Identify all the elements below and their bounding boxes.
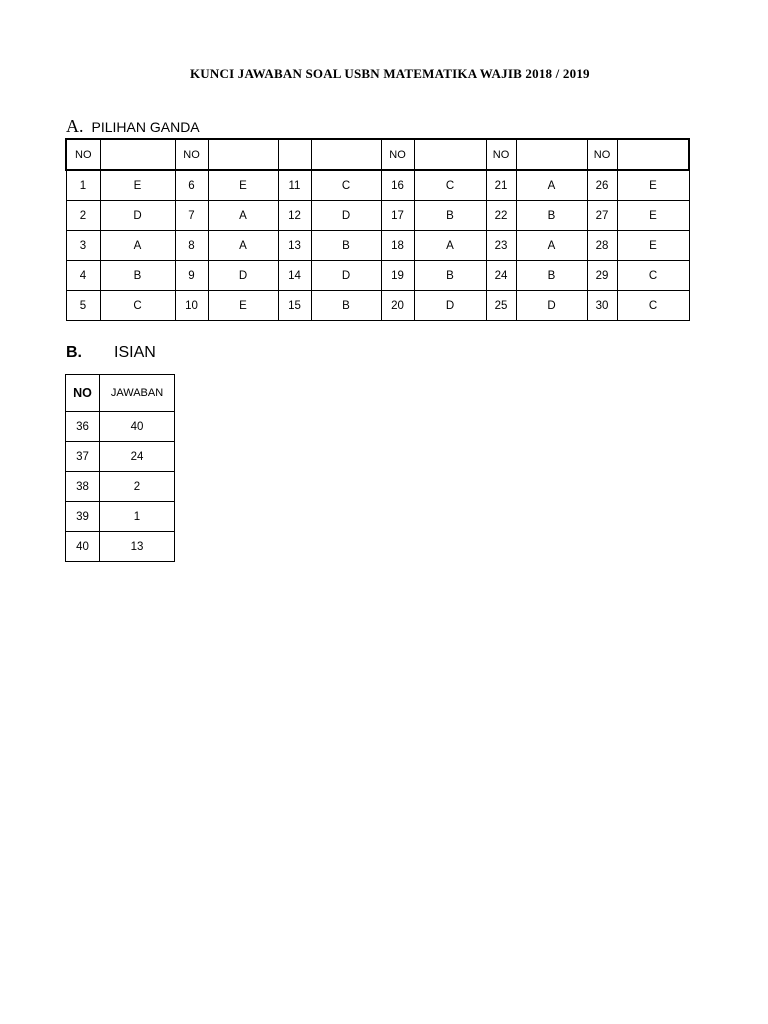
question-number: 26 <box>587 170 617 201</box>
question-number: 36 <box>66 412 100 442</box>
answer-cell: E <box>208 170 278 201</box>
question-number: 24 <box>486 261 516 291</box>
answer-cell: E <box>617 201 689 231</box>
table-row <box>66 412 175 442</box>
table-row <box>66 442 175 472</box>
question-number: 5 <box>66 291 100 321</box>
short-answer-table <box>65 374 175 562</box>
question-number: 6 <box>175 170 208 201</box>
answer-cell: E <box>208 291 278 321</box>
header-cell <box>208 139 278 170</box>
question-number: 2 <box>66 201 100 231</box>
header-cell <box>617 139 689 170</box>
answer-cell: A <box>208 201 278 231</box>
header-cell: NO <box>175 139 208 170</box>
answer-cell: D <box>414 291 486 321</box>
answer-cell: E <box>617 231 689 261</box>
section-a-heading <box>66 116 200 137</box>
answer-cell: 13 <box>100 532 175 562</box>
section-a-label: PILIHAN GANDA <box>91 119 200 135</box>
question-number: 27 <box>587 201 617 231</box>
answer-cell: D <box>208 261 278 291</box>
answer-cell: A <box>208 231 278 261</box>
question-number: 30 <box>587 291 617 321</box>
question-number: 37 <box>66 442 100 472</box>
question-number: 40 <box>66 532 100 562</box>
question-number: 29 <box>587 261 617 291</box>
answer-cell: C <box>617 291 689 321</box>
header-cell: JAWABAN <box>100 375 175 412</box>
table-row <box>66 170 689 201</box>
question-number: 13 <box>278 231 311 261</box>
question-number: 3 <box>66 231 100 261</box>
question-number: 1 <box>66 170 100 201</box>
answer-cell: C <box>100 291 175 321</box>
header-cell: NO <box>587 139 617 170</box>
question-number: 8 <box>175 231 208 261</box>
answer-cell: A <box>516 170 587 201</box>
table-row <box>66 532 175 562</box>
table-row <box>66 201 689 231</box>
answer-cell: 24 <box>100 442 175 472</box>
answer-cell: A <box>414 231 486 261</box>
header-cell: NO <box>381 139 414 170</box>
answer-cell: B <box>311 231 381 261</box>
table-row <box>66 472 175 502</box>
answer-cell: C <box>617 261 689 291</box>
table-header-row <box>66 375 175 412</box>
question-number: 7 <box>175 201 208 231</box>
answer-cell: B <box>516 261 587 291</box>
question-number: 4 <box>66 261 100 291</box>
answer-cell: 2 <box>100 472 175 502</box>
question-number: 25 <box>486 291 516 321</box>
section-a-letter: A. <box>66 116 84 136</box>
answer-cell: B <box>100 261 175 291</box>
header-cell: NO <box>66 375 100 412</box>
answer-cell: 1 <box>100 502 175 532</box>
answer-cell: E <box>617 170 689 201</box>
question-number: 11 <box>278 170 311 201</box>
answer-cell: E <box>100 170 175 201</box>
header-cell <box>516 139 587 170</box>
question-number: 15 <box>278 291 311 321</box>
question-number: 9 <box>175 261 208 291</box>
answer-cell: B <box>516 201 587 231</box>
header-cell <box>100 139 175 170</box>
answer-cell: D <box>516 291 587 321</box>
multiple-choice-answer-table <box>65 138 690 321</box>
header-cell <box>278 139 311 170</box>
header-cell <box>414 139 486 170</box>
table-header-row <box>66 139 689 170</box>
question-number: 38 <box>66 472 100 502</box>
answer-cell: D <box>100 201 175 231</box>
question-number: 19 <box>381 261 414 291</box>
question-number: 22 <box>486 201 516 231</box>
answer-cell: D <box>311 261 381 291</box>
table-row <box>66 502 175 532</box>
section-b-heading <box>66 344 156 362</box>
question-number: 28 <box>587 231 617 261</box>
document-title: KUNCI JAWABAN SOAL USBN MATEMATIKA WAJIB 2018 / 2019 <box>190 66 590 81</box>
header-cell: NO <box>66 139 100 170</box>
answer-cell: 40 <box>100 412 175 442</box>
table-row <box>66 261 689 291</box>
answer-cell: C <box>311 170 381 201</box>
question-number: 39 <box>66 502 100 532</box>
answer-cell: D <box>311 201 381 231</box>
question-number: 16 <box>381 170 414 201</box>
question-number: 20 <box>381 291 414 321</box>
question-number: 23 <box>486 231 516 261</box>
answer-cell: C <box>414 170 486 201</box>
header-cell <box>311 139 381 170</box>
question-number: 14 <box>278 261 311 291</box>
question-number: 12 <box>278 201 311 231</box>
table-row <box>66 291 689 321</box>
table-row <box>66 231 689 261</box>
question-number: 21 <box>486 170 516 201</box>
section-b-label: ISIAN <box>114 344 156 361</box>
answer-cell: B <box>414 261 486 291</box>
question-number: 10 <box>175 291 208 321</box>
answer-cell: A <box>100 231 175 261</box>
answer-cell: B <box>414 201 486 231</box>
answer-cell: B <box>311 291 381 321</box>
question-number: 17 <box>381 201 414 231</box>
question-number: 18 <box>381 231 414 261</box>
header-cell: NO <box>486 139 516 170</box>
section-b-letter: B. <box>66 344 82 361</box>
answer-cell: A <box>516 231 587 261</box>
